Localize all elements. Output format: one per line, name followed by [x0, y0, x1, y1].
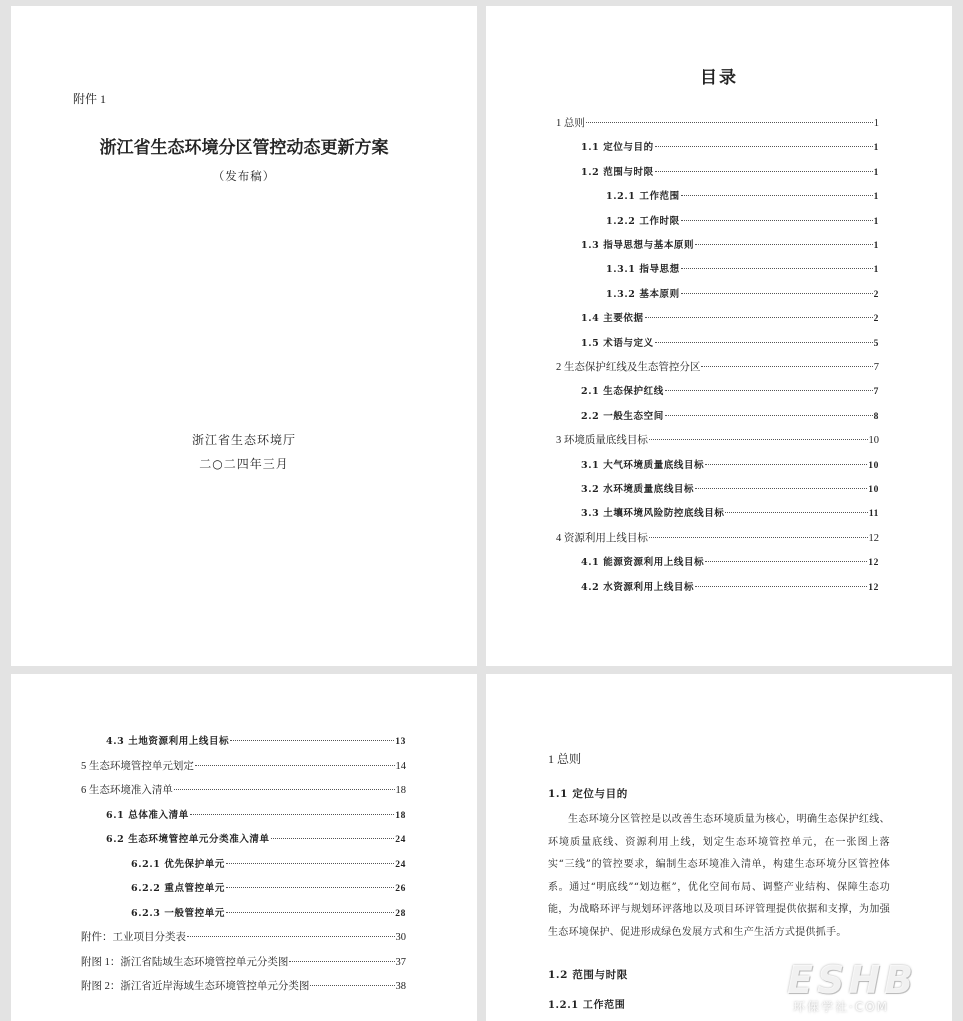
toc-entry-page: 1: [873, 143, 879, 154]
toc-entry-page: 5: [873, 338, 879, 349]
toc-entry-label: 6.2.1 优先保护单元: [131, 858, 225, 870]
toc-entry[interactable]: [581, 312, 879, 326]
toc-leader-dots: [705, 464, 867, 465]
toc-leader-dots: [271, 838, 395, 839]
toc-entry[interactable]: [581, 507, 879, 521]
toc-entry-page: 18: [395, 810, 406, 821]
cover-page: [11, 6, 477, 666]
toc-entry[interactable]: [81, 784, 406, 798]
toc-entry-label: 5 生态环境管控单元划定: [81, 760, 194, 772]
toc-entry-page: 28: [395, 908, 406, 919]
toc-entry-label: 1.3.1 指导思想: [606, 264, 680, 276]
toc-entry[interactable]: [81, 980, 406, 994]
toc-entry-page: 38: [395, 981, 406, 992]
toc-entry-page: 12: [868, 532, 879, 544]
toc-entry[interactable]: [581, 410, 879, 424]
toc-leader-dots: [226, 863, 394, 864]
toc-leader-dots: [655, 146, 873, 147]
toc-entry-label: 6.1 总体准入清单: [106, 809, 189, 821]
toc-entry-label: 1.4 主要依据: [581, 313, 644, 325]
toc-entry-page: 14: [395, 760, 406, 772]
toc-entry-label: 1.2.1 工作范围: [606, 191, 680, 203]
toc-leader-dots: [310, 985, 394, 986]
toc-entry[interactable]: [131, 882, 406, 896]
toc-leader-dots: [649, 537, 868, 538]
toc-entry-page: 10: [868, 435, 879, 447]
toc-leader-dots: [695, 244, 873, 245]
toc-entry[interactable]: [556, 361, 879, 375]
toc-entry[interactable]: [131, 858, 406, 872]
toc-entry-label: 6 生态环境准入清单: [81, 785, 173, 796]
toc-leader-dots: [195, 765, 395, 766]
toc-entry[interactable]: [606, 190, 879, 204]
toc-leader-dots: [665, 390, 873, 391]
toc-entry[interactable]: [556, 117, 879, 131]
toc-entry[interactable]: [581, 459, 879, 473]
toc-entry-label: 6.2.2 重点管控单元: [131, 883, 225, 894]
toc-entry-page: 12: [868, 582, 879, 593]
toc-entry-page: 1: [873, 265, 879, 276]
toc-entry[interactable]: [581, 141, 879, 155]
toc-leader-dots: [655, 171, 873, 172]
watermark-logo: [787, 958, 957, 1018]
section-heading: 1.1 定位与目的: [548, 788, 628, 800]
toc-entry-page: 13: [395, 737, 406, 747]
body-paragraph: 生态环境分区管控是以改善生态环境质量为核心，明确生态保护红线、环境质量底线、资源利用上线，划定生态环境管控单元，在一张图上落实“三线”的管控要求，编制生态环境准入清单，构建生态环境分区管控体系。通过“明底线”“划边框”，优化空间布局、调整产业结构、保障生态功能，为战略环评与规划环评落地以及项目环评管理提供依据和支撑，为加强生态环境保护、促进形成绿色发展方式和生产生活方式提供抓手。: [548, 814, 890, 938]
toc-entry[interactable]: [581, 581, 879, 595]
toc-entry-page: 30: [395, 932, 406, 943]
toc-leader-dots: [681, 220, 873, 221]
toc-entry-label: 2.2 一般生态空间: [581, 410, 664, 422]
toc-leader-dots: [226, 887, 394, 888]
toc-leader-dots: [190, 814, 394, 815]
attachment-label: 附件 1: [73, 92, 107, 106]
toc-leader-dots: [645, 317, 873, 318]
toc-entry-label: 2 生态保护红线及生态管控分区: [556, 362, 701, 373]
toc-leader-dots: [230, 740, 394, 741]
toc-page: [486, 6, 952, 666]
toc-entry[interactable]: [81, 760, 406, 774]
toc-entry-label: 4.3 土地资源利用上线目标: [106, 736, 230, 747]
toc-entry-page: 24: [395, 835, 406, 845]
toc-heading: 目录: [700, 68, 738, 88]
toc-leader-dots: [649, 439, 868, 440]
toc-leader-dots: [705, 561, 867, 562]
toc-entry-page: 26: [395, 884, 406, 894]
toc-entry-page: 37: [395, 956, 406, 968]
toc-entry-label: 3.1 大气环境质量底线目标: [581, 459, 705, 471]
toc-leader-dots: [725, 512, 867, 513]
toc-entry-label: 附件：工业项目分类表: [81, 932, 186, 943]
toc-entry-page: 2: [873, 289, 879, 300]
toc-entry-page: 8: [873, 411, 879, 422]
toc-entry[interactable]: [581, 337, 879, 351]
toc-leader-dots: [695, 586, 867, 587]
document-subtitle: （发布稿）: [212, 169, 276, 183]
toc-entry[interactable]: [606, 215, 879, 229]
toc-leader-dots: [586, 122, 873, 123]
toc-entry-label: 1 总则: [556, 118, 585, 129]
toc-entry-label: 1.3.2 基本原则: [606, 288, 680, 300]
toc-entry-label: 3.2 水环境质量底线目标: [581, 484, 695, 495]
toc-entry[interactable]: [556, 532, 879, 546]
toc-entry-page: 10: [868, 460, 879, 471]
toc-entry-label: 4.1 能源资源利用上线目标: [581, 557, 705, 569]
toc-entry[interactable]: [106, 809, 406, 823]
watermark-site-text: 环保学社·COM: [793, 1000, 889, 1014]
toc-entry[interactable]: [606, 288, 879, 302]
toc-entry[interactable]: [81, 931, 406, 945]
toc-entry-label: 2.1 生态保护红线: [581, 386, 664, 398]
toc-leader-dots: [665, 415, 873, 416]
section-heading: 1.2 范围与时限: [548, 969, 628, 981]
toc-entry-page: 24: [395, 859, 406, 870]
toc-entry[interactable]: [556, 434, 879, 448]
toc-entry-label: 1.1 定位与目的: [581, 142, 654, 154]
toc-entry-label: 4 资源利用上线目标: [556, 532, 648, 544]
toc-entry[interactable]: [106, 833, 406, 847]
toc-entry[interactable]: [581, 483, 879, 497]
toc-entry-page: 7: [873, 387, 879, 398]
toc-entry-label: 6.2.3 一般管控单元: [131, 907, 225, 919]
toc-entry-page: 7: [873, 362, 879, 373]
toc-entry-page: 10: [868, 485, 879, 495]
issuing-organization: 浙江省生态环境厅: [191, 433, 296, 447]
toc-leader-dots: [289, 961, 394, 962]
toc-entry[interactable]: [131, 907, 406, 921]
toc-entry-page: 11: [868, 509, 879, 520]
toc-entry[interactable]: [106, 735, 406, 749]
toc-leader-dots: [187, 936, 395, 937]
toc-entry-label: 附图 1：浙江省陆域生态环境管控单元分类图: [81, 956, 289, 968]
toc-continued-page: [11, 674, 477, 1021]
toc-entry[interactable]: [81, 956, 406, 970]
toc-entry-label: 附图 2：浙江省近岸海域生态环境管控单元分类图: [81, 981, 310, 992]
toc-leader-dots: [655, 342, 873, 343]
toc-entry-page: 1: [873, 216, 879, 227]
toc-entry-page: 1: [873, 167, 879, 178]
toc-entry-page: 1: [873, 192, 879, 203]
toc-entry-page: 1: [873, 241, 879, 251]
issue-date: 二○二四年三月: [199, 457, 289, 471]
toc-entry-page: 1: [873, 118, 879, 129]
toc-entry[interactable]: [581, 239, 879, 253]
toc-entry[interactable]: [581, 166, 879, 180]
toc-leader-dots: [681, 268, 873, 269]
toc-entry[interactable]: [581, 385, 879, 399]
toc-entry-label: 6.2 生态环境管控单元分类准入清单: [106, 834, 270, 845]
toc-entry-label: 1.2 范围与时限: [581, 166, 654, 178]
subsection-heading: 1.2.1 工作范围: [548, 1000, 626, 1011]
toc-entry-label: 4.2 水资源利用上线目标: [581, 581, 695, 593]
watermark-logo-text: ESHB: [787, 958, 918, 1002]
toc-entry[interactable]: [581, 556, 879, 570]
toc-leader-dots: [226, 912, 394, 913]
toc-leader-dots: [701, 366, 872, 367]
chapter-heading: 1 总则: [548, 752, 582, 766]
toc-leader-dots: [174, 789, 395, 790]
toc-entry-page: 2: [873, 314, 879, 325]
toc-entry-label: 3.3 土壤环境风险防控底线目标: [581, 508, 725, 520]
toc-entry-label: 1.3 指导思想与基本原则: [581, 240, 695, 251]
toc-entry-label: 3 环境质量底线目标: [556, 435, 648, 447]
toc-leader-dots: [695, 488, 867, 489]
toc-entry[interactable]: [606, 263, 879, 277]
toc-entry-label: 1.2.2 工作时限: [606, 215, 680, 227]
toc-entry-label: 1.5 术语与定义: [581, 337, 654, 349]
toc-entry-page: 18: [395, 785, 406, 796]
toc-entry-page: 12: [868, 558, 879, 569]
toc-leader-dots: [681, 195, 873, 196]
toc-leader-dots: [681, 293, 873, 294]
document-title: 浙江省生态环境分区管控动态更新方案: [99, 138, 389, 158]
